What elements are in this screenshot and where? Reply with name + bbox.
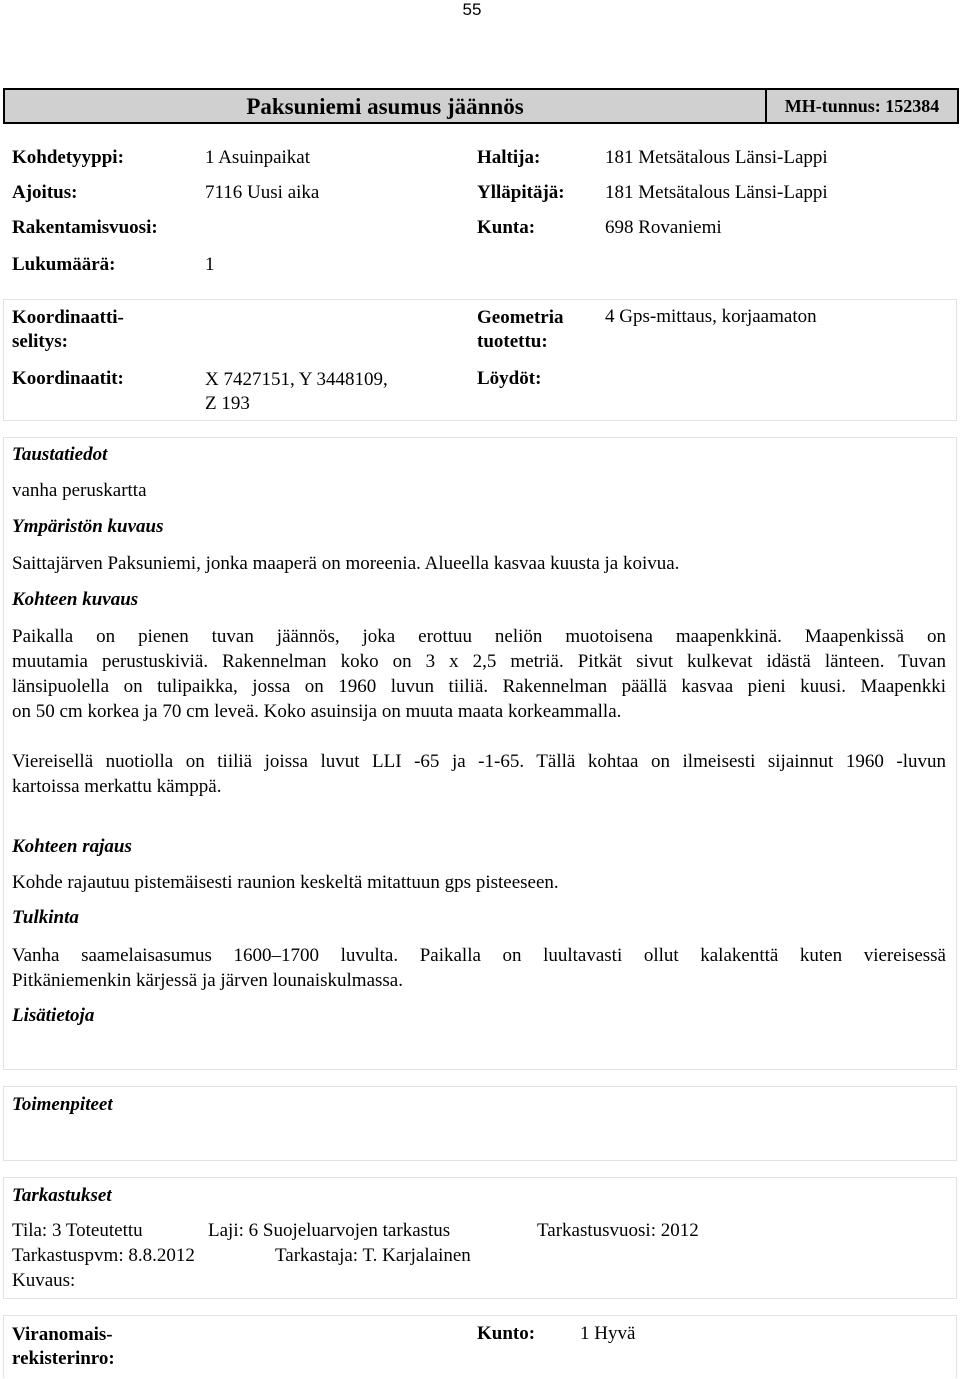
loydot-label: Löydöt: xyxy=(477,368,542,389)
kuvaus-p1-line: on 50 cm korkea ja 70 cm leveä. Koko asuinsija on muuta maata korkeammalla. xyxy=(12,701,622,722)
ymparisto-heading: Ympäristön kuvaus xyxy=(12,516,164,537)
kunto-label: Kunto: xyxy=(477,1323,536,1344)
tarkastusvuosi: Tarkastusvuosi: 2012 xyxy=(537,1220,699,1241)
tarkastuspvm: Tarkastuspvm: 8.8.2012 xyxy=(12,1245,195,1266)
tulkinta-text xyxy=(12,943,946,993)
ajoitus-label: Ajoitus: xyxy=(12,182,78,203)
taustatiedot-text: vanha peruskartta xyxy=(12,480,147,501)
yllapitaja-value: 181 Metsätalous Länsi-Lappi xyxy=(605,182,828,203)
tulkinta-line: Vanha saamelaisasumus 1600–1700 luvulta. Paikalla on luultavasti ollut kalakenttä kuten viereisessä xyxy=(12,945,946,966)
koordinaattiselitys-label-line1: Koordinaatti- xyxy=(12,307,124,328)
kohteen-kuvaus-paragraph-2 xyxy=(12,749,946,799)
toimenpiteet-heading: Toimenpiteet xyxy=(12,1094,113,1115)
page-title: Paksuniemi asumus jäännös xyxy=(246,94,524,119)
kohdetyyppi-value: 1 Asuinpaikat xyxy=(205,147,311,168)
kohteen-rajaus-text: Kohde rajautuu pistemäisesti raunion keskeltä mitattuun gps pisteeseen. xyxy=(12,872,559,893)
koordinaatit-line2: Z 193 xyxy=(205,393,250,414)
tarkastus-tila: Tila: 3 Toteutettu xyxy=(12,1220,143,1241)
viranomaisrekisterinro-label xyxy=(12,1323,115,1371)
geometria-label xyxy=(477,306,564,354)
rakentamisvuosi-label: Rakentamisvuosi: xyxy=(12,217,158,238)
koordinaatit-label: Koordinaatit: xyxy=(12,368,124,389)
yllapitaja-label: Ylläpitäjä: xyxy=(477,182,565,203)
kuvaus-p2-line: Viereisellä nuotiolla on tiiliä joissa luvut LLI -65 ja -1-65. Tällä kohtaa on ilmeisesti sijainnut 1960 -luvun xyxy=(12,751,946,772)
koordinaatit-line1: X 7427151, Y 3448109, xyxy=(205,369,388,390)
tarkastus-laji: Laji: 6 Suojeluarvojen tarkastus xyxy=(208,1220,451,1241)
toimenpiteet-box xyxy=(3,1086,957,1161)
kuvaus-p1-line: muutamia perustuskiviä. Rakennelman koko on 3 x 2,5 metriä. Pitkät sivut kulkevat idästä länteen. Tuvan xyxy=(12,651,946,672)
kuvaus-p1-line: länsipuolella on tulipaikka, jossa on 1960 luvun tiiliä. Rakennelman päällä kasvaa pieni kuusi. Maapenkki xyxy=(12,676,946,697)
mh-tunnus: MH-tunnus: 152384 xyxy=(765,90,957,122)
kunto-value: 1 Hyvä xyxy=(580,1323,636,1344)
taustatiedot-heading: Taustatiedot xyxy=(12,444,108,465)
tulkinta-heading: Tulkinta xyxy=(12,907,79,928)
geometria-value: 4 Gps-mittaus, korjaamaton xyxy=(605,306,817,327)
tarkastukset-heading: Tarkastukset xyxy=(12,1185,112,1206)
kohteen-kuvaus-heading: Kohteen kuvaus xyxy=(12,589,139,610)
viranomais-label-line1: Viranomais- xyxy=(12,1324,113,1345)
tarkastus-kuvaus: Kuvaus: xyxy=(12,1270,76,1291)
kuvaus-p2-line: kartoissa merkattu kämppä. xyxy=(12,776,222,797)
kohteen-rajaus-heading: Kohteen rajaus xyxy=(12,836,132,857)
haltija-label: Haltija: xyxy=(477,147,541,168)
kohteen-kuvaus-paragraph-1 xyxy=(12,624,946,724)
title-bar xyxy=(3,88,959,124)
haltija-value: 181 Metsätalous Länsi-Lappi xyxy=(605,147,828,168)
kuvaus-p1-line: Paikalla on pienen tuvan jäännös, joka erottuu neliön muotoisena maapenkkinä. Maapenkissä on xyxy=(12,626,946,647)
lukumaara-value: 1 xyxy=(205,254,215,275)
tarkastaja: Tarkastaja: T. Karjalainen xyxy=(275,1245,471,1266)
kunta-value: 698 Rovaniemi xyxy=(605,217,722,238)
koordinaatit-value xyxy=(205,368,388,416)
page-number: 55 xyxy=(462,0,482,19)
tarkastukset-box xyxy=(3,1177,957,1299)
kohdetyyppi-label: Kohdetyyppi: xyxy=(12,147,124,168)
geometria-label-line2: tuotettu: xyxy=(477,331,548,352)
lukumaara-label: Lukumäärä: xyxy=(12,254,116,275)
geometria-label-line1: Geometria xyxy=(477,307,564,328)
ymparisto-text: Saittajärven Paksuniemi, jonka maaperä on moreenia. Alueella kasvaa kuusta ja koivua. xyxy=(12,553,680,574)
ajoitus-value: 7116 Uusi aika xyxy=(205,182,320,203)
lisatietoja-heading: Lisätietoja xyxy=(12,1005,95,1026)
koordinaattiselitys-label xyxy=(12,306,124,354)
koordinaattiselitys-label-line2: selitys: xyxy=(12,331,68,352)
kunta-label: Kunta: xyxy=(477,217,536,238)
tulkinta-line: Pitkäniemenkin kärjessä ja järven lounaiskulmassa. xyxy=(12,970,403,991)
viranomais-label-line2: rekisterinro: xyxy=(12,1348,115,1369)
